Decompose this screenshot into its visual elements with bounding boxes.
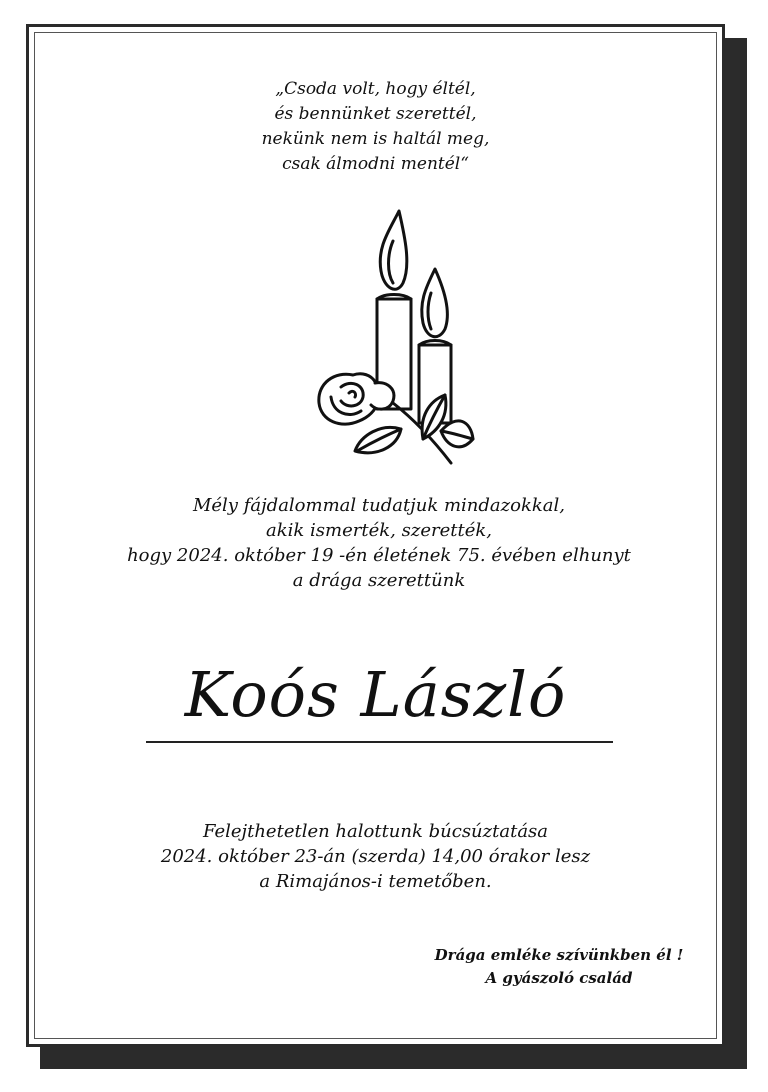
funeral-line: a Rimajános-i temetőben.	[259, 871, 492, 892]
quote-line: és bennünket szerettél,	[274, 104, 477, 124]
funeral-block	[29, 819, 722, 894]
announcement-line: a drága szerettünk	[292, 570, 466, 591]
candles-rose-icon	[301, 207, 481, 472]
announcement-block	[79, 493, 679, 593]
quote-line: csak álmodni mentél“	[282, 154, 469, 174]
closing-block	[409, 944, 709, 990]
quote-block	[29, 77, 722, 177]
obituary-card	[26, 24, 725, 1047]
deceased-name: Koós László	[184, 658, 567, 731]
name-underline	[146, 741, 613, 743]
closing-signature: A gyászoló család	[485, 969, 633, 987]
announcement-line: akik ismerték, szerették,	[266, 520, 492, 541]
funeral-line: Felejthetetlen halottunk búcsúztatása	[202, 821, 549, 842]
closing-line: Drága emléke szívünkben él !	[434, 946, 684, 964]
quote-line: „Csoda volt, hogy éltél,	[275, 79, 476, 99]
funeral-line: 2024. október 23-án (szerda) 14,00 órakor lesz	[160, 846, 591, 867]
announcement-line: hogy 2024. október 19 -én életének 75. évében elhunyt	[127, 545, 631, 566]
quote-line: nekünk nem is haltál meg,	[261, 129, 490, 149]
announcement-line: Mély fájdalommal tudatjuk mindazokkal,	[192, 495, 566, 516]
